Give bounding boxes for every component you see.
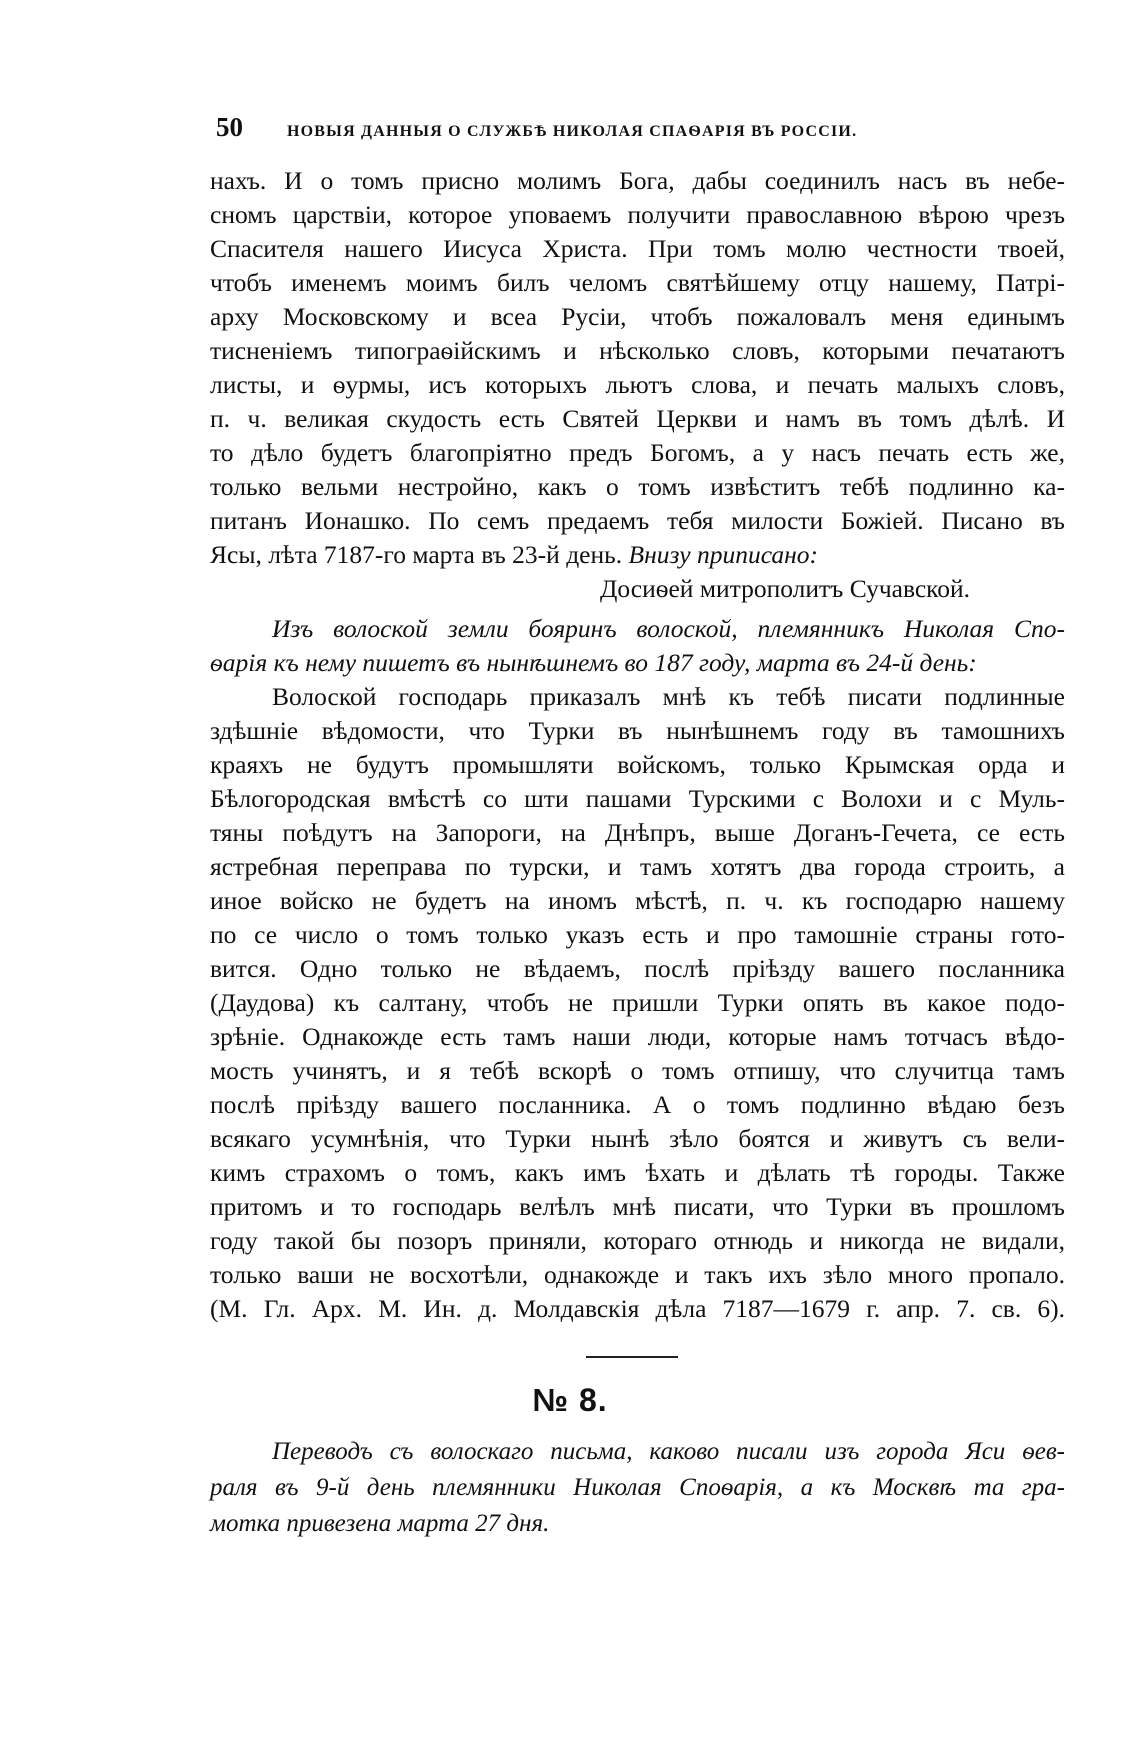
text-line: мость учинятъ, и я тебѣ вскорѣ о томъ отпишу, что случитца тамъ xyxy=(210,1056,1065,1085)
text-line: питанъ Ионашко. По семъ предаемъ тебя милости Божіей. Писано въ xyxy=(210,506,1065,535)
text-line: Бѣлогородская вмѣстѣ со шти пашами Турскими с Волохи и с Муль- xyxy=(210,784,1065,813)
text-line: иное войско не будетъ на иномъ мѣстѣ, п. ч. къ господарю нашему xyxy=(210,886,1065,915)
text-line: нахъ. И о томъ присно молимъ Бога, дабы соединилъ насъ въ небе- xyxy=(210,166,1065,195)
running-title: НОВЫЯ ДАННЫЯ О СЛУЖБѢ НИКОЛАЯ СПАѲАРІЯ ВЪ РОССІИ. xyxy=(287,123,858,140)
text-line: только ваши не восхотѣли, однакожде и такъ ихъ зѣло много пропало. xyxy=(210,1260,1065,1289)
text-line: по се число о томъ только указъ есть и про тамошніе страны гото- xyxy=(210,920,1065,949)
text-line: (Даудова) къ салтану, чтобъ не пришли Турки опять въ какое подо- xyxy=(210,988,1065,1017)
text-line: ястребная переправа по турски, и тамъ хотятъ два города строить, а xyxy=(210,852,1065,881)
italic-heading-line: Изъ волоской земли бояринъ волоской, племянникъ Николая Спо- xyxy=(272,614,1065,643)
second-letter-heading xyxy=(210,612,1065,680)
archive-reference: (М. Гл. Арх. М. Ин. д. Молдавскія дѣла 7187—1679 г. апр. 7. св. 6). xyxy=(210,1294,1065,1323)
date-line: Ясы, лѣта 7187-го марта въ 23-й день. xyxy=(210,540,623,569)
text-line: году такой бы позоръ приняли, котораго отнюдь и никогда не видали, xyxy=(210,1226,1065,1255)
text-line: вится. Одно только не вѣдаемъ, послѣ пріѣзду вашего посланника xyxy=(210,954,1065,983)
text-line: Спасителя нашего Иисуса Христа. При томъ молю честности твоей, xyxy=(210,234,1065,263)
second-letter-body xyxy=(210,680,1065,1326)
text-line: тяны поѣдутъ на Запороги, на Днѣпръ, выше Доганъ-Гечета, се есть xyxy=(210,818,1065,847)
document-number: № 8. xyxy=(532,1382,608,1418)
text-line-with-note xyxy=(210,538,1065,572)
text-line: послѣ пріѣзду вашего посланника. А о томъ подлинно вѣдаю безъ xyxy=(210,1090,1065,1119)
text-line: Волоской господарь приказалъ мнѣ къ тебѣ писати подлинные xyxy=(272,682,1065,711)
text-line: только вельми нестройно, какъ о томъ извѣститъ тебѣ подлинно ка- xyxy=(210,472,1065,501)
text-line: сномъ царствіи, которое уповаемъ получити православною вѣрою чрезъ xyxy=(210,200,1065,229)
text-line: арху Московскому и всеа Русіи, чтобъ пожаловалъ меня единымъ xyxy=(210,302,1065,331)
italic-heading-line: Переводъ съ волоскаго письма, каково писали изъ города Яси ѳев- xyxy=(272,1438,1065,1465)
postscript-note: Внизу приписано: xyxy=(628,540,819,569)
text-line: зрѣніе. Однакожде есть тамъ наши люди, которые намъ тотчасъ вѣдо- xyxy=(210,1022,1065,1051)
text-line: краяхъ не будутъ промышляти войскомъ, только Крымская орда и xyxy=(210,750,1065,779)
text-line: листы, и ѳурмы, исъ которыхъ льютъ слова, и печать малыхъ словъ, xyxy=(210,370,1065,399)
text-line: тисненіемъ типограѳійскимъ и нѣсколько словъ, которыми печатаютъ xyxy=(210,336,1065,365)
italic-heading-line: раля въ 9-й день племянники Николая Споѳарія, а къ Москвѣ та гра- xyxy=(210,1474,1065,1501)
running-head xyxy=(216,112,1048,144)
section-divider xyxy=(586,1356,678,1358)
signature: Досиѳей митрополитъ Сучавской. xyxy=(600,574,971,603)
letter-continuation xyxy=(210,164,1065,606)
text-line: то дѣло будетъ благопріятно предъ Богомъ, а у насъ печать есть же, xyxy=(210,438,1065,467)
text-line: притомъ и то господарь велѣлъ мнѣ писати, что Турки въ прошломъ xyxy=(210,1192,1065,1221)
text-line: п. ч. великая скудость есть Святей Церкви и намъ въ томъ дѣлѣ. И xyxy=(210,404,1065,433)
italic-heading-line: ѳарія къ нему пишетъ въ нынѣшнемъ во 187 году, марта въ 24-й день: xyxy=(210,648,977,677)
text-line: чтобъ именемъ моимъ билъ челомъ святѣйшему отцу нашему, Патрі- xyxy=(210,268,1065,297)
text-line: здѣшніе вѣдомости, что Турки въ нынѣшнемъ году въ тамошнихъ xyxy=(210,716,1065,745)
italic-heading-line: мотка привезена марта 27 дня. xyxy=(210,1510,550,1537)
page-number: 50 xyxy=(216,112,243,142)
document-heading xyxy=(210,1434,1065,1542)
text-line: кимъ страхомъ о томъ, какъ имъ ѣхать и дѣлать тѣ городы. Также xyxy=(210,1158,1065,1187)
text-line: всякаго усумнѣнія, что Турки нынѣ зѣло боятся и живутъ съ вели- xyxy=(210,1124,1065,1153)
